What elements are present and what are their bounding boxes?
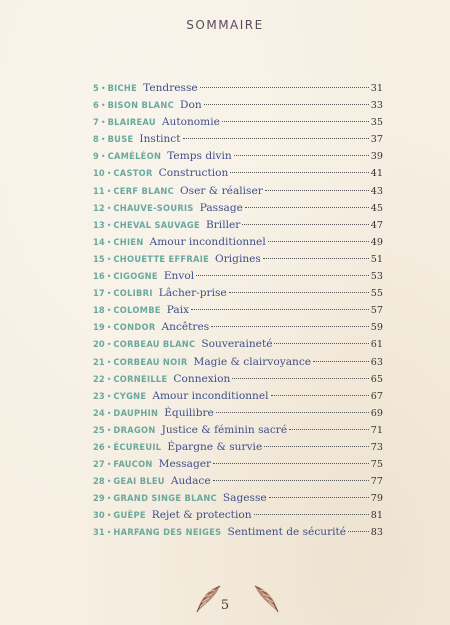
entry-theme: Temps divin [167,150,232,163]
toc-entry [93,373,383,390]
dot-leader [191,309,369,310]
entry-animal: CERF BLANC [113,185,174,197]
entry-number: 10 [93,168,105,180]
dot-leader [268,241,369,242]
toc-entry [93,167,383,184]
entry-number: 11 [93,185,105,197]
toc-entry [93,390,383,407]
dot-leader [271,395,369,396]
entry-theme: Instinct [139,133,181,146]
bullet-dot: • [106,425,112,435]
entry-animal: GRAND SINGE BLANC [113,493,217,505]
entry-page: 31 [370,83,383,94]
entry-animal: BLAIREAU [107,117,156,129]
entry-theme: Audace [170,475,211,488]
bullet-dot: • [106,357,112,367]
toc-entry [93,185,383,202]
dot-leader [263,258,369,259]
bullet-dot: • [106,289,112,299]
entry-page: 57 [370,305,383,317]
entry-theme: Souveraineté [201,338,273,351]
entry-animal: ÉCUREUIL [113,441,162,453]
entry-number: 25 [93,424,105,436]
entry-number: 12 [93,202,105,214]
entry-theme: Justice & féminin sacré [161,423,288,436]
entry-page: 81 [370,510,383,522]
entry-page: 41 [370,168,383,180]
entry-animal: DRAGON [113,424,156,436]
toc-entry [93,304,383,321]
entry-number: 18 [93,305,105,317]
toc-entry [93,99,383,116]
dot-leader [200,87,369,88]
entry-animal: BUSE [107,134,134,146]
bullet-dot: • [106,323,112,333]
entry-animal: CORNEILLE [113,373,168,385]
entry-animal: CHOUETTE EFFRAIE [113,253,210,265]
bullet-dot: • [106,460,112,470]
bullet-dot: • [106,254,112,264]
entry-animal: CAMÉLÉON [107,151,162,163]
dot-leader [196,275,369,276]
entry-number: 14 [93,236,105,248]
bullet-dot: • [100,84,106,93]
entry-theme: Construction [158,167,229,180]
entry-page: 35 [370,117,383,129]
toc-entry [93,458,383,475]
entry-theme: Autonomie [161,116,220,129]
dot-leader [234,155,369,156]
dot-leader [254,514,369,515]
entry-number: 28 [93,476,105,488]
entry-animal: BICHE [107,83,138,94]
entry-number: 23 [93,390,105,402]
entry-page: 83 [370,527,383,539]
entry-page: 75 [370,459,383,471]
bullet-dot: • [106,169,112,179]
entry-theme: Passage [199,201,243,214]
bullet-dot: • [100,152,106,162]
page-number: 5 [220,598,230,613]
toc-entry [93,424,383,441]
bullet-dot: • [106,340,112,350]
entry-number: 20 [93,339,105,351]
bullet-dot: • [106,528,112,538]
entry-animal: CONDOR [113,322,156,334]
toc-entry [93,236,383,253]
entry-animal: DAUPHIN [113,407,159,419]
dot-leader [230,172,368,173]
bullet-dot: • [106,186,112,196]
entry-page: 79 [370,493,383,505]
entry-animal: CHEVAL SAUVAGE [113,219,200,231]
entry-number: 19 [93,322,105,334]
entry-theme: Oser & réaliser [179,184,263,197]
entry-page: 53 [370,271,383,283]
dot-leader [213,480,369,481]
toc-entry [93,253,383,270]
toc-entry [93,407,383,424]
entry-theme: Connexion [173,372,231,385]
entry-theme: Amour inconditionnel [149,235,266,248]
entry-page: 73 [370,441,383,453]
footer [0,582,450,622]
entry-theme: Paix [166,304,190,317]
entry-animal: COLOMBE [113,305,161,317]
dot-leader [204,104,369,105]
entry-theme: Magie & clairvoyance [193,355,312,368]
entry-theme: Rejet & protection [151,509,252,522]
entry-page: 39 [370,151,383,163]
toc-entry [93,82,383,99]
dot-leader [222,121,369,122]
entry-page: 49 [370,236,383,248]
bullet-dot: • [106,203,112,213]
entry-page: 45 [370,202,383,214]
entry-theme: Origines [215,252,261,265]
dot-leader [211,326,369,327]
entry-page: 63 [370,356,383,368]
entry-theme: Équilibre [164,406,214,419]
entry-page: 61 [370,339,383,351]
table-of-contents [93,82,383,544]
entry-animal: BISON BLANC [107,100,174,112]
entry-page: 69 [370,407,383,419]
bullet-dot: • [106,220,112,230]
dot-leader [229,292,369,293]
toc-entry [93,116,383,133]
bullet-dot: • [106,374,112,384]
entry-page: 51 [370,253,383,265]
bullet-dot: • [100,118,106,128]
entry-number: 31 [93,527,105,539]
entry-page: 71 [370,424,383,436]
toc-entry [93,509,383,526]
entry-number: 21 [93,356,105,368]
entry-theme: Don [179,99,202,112]
entry-theme: Amour inconditionnel [152,389,269,402]
entry-theme: Sentiment de sécurité [227,526,347,539]
bullet-dot: • [106,391,112,401]
entry-animal: CHIEN [113,236,144,248]
bullet-dot: • [106,494,112,504]
bullet-dot: • [100,101,106,111]
toc-entry [93,441,383,458]
entry-animal: HARFANG DES NEIGES [113,527,222,539]
entry-animal: CORBEAU NOIR [113,356,188,368]
entry-theme: Épargne & survie [167,440,263,453]
bullet-dot: • [106,272,112,282]
dot-leader [348,531,369,532]
page-title: SOMMAIRE [186,18,264,32]
bullet-dot: • [106,306,112,316]
dot-leader [216,412,369,413]
dot-leader [265,190,369,191]
entry-page: 33 [370,100,383,112]
entry-number: 30 [93,510,105,522]
entry-number: 5 [93,83,99,94]
entry-page: 55 [370,288,383,300]
entry-number: 22 [93,373,105,385]
dot-leader [313,361,369,362]
toc-entry [93,150,383,167]
entry-number: 16 [93,271,105,283]
entry-page: 43 [370,185,383,197]
entry-animal: CORBEAU BLANC [113,339,196,351]
bullet-dot: • [106,408,112,418]
entry-animal: GEAI BLEU [113,476,165,488]
entry-theme: Lâcher-prise [158,287,227,300]
entry-number: 13 [93,219,105,231]
dot-leader [269,497,369,498]
toc-entry [93,526,383,543]
entry-animal: CASTOR [113,168,153,180]
bullet-dot: • [106,511,112,521]
toc-entry [93,338,383,355]
entry-page: 59 [370,322,383,334]
bullet-dot: • [106,477,112,487]
toc-entry [93,133,383,150]
entry-page: 37 [370,134,383,146]
toc-entry [93,356,383,373]
toc-entry [93,219,383,236]
entry-animal: GUÊPE [113,510,146,522]
entry-page: 47 [370,219,383,231]
entry-theme: Ancêtres [161,321,210,334]
entry-number: 29 [93,493,105,505]
entry-theme: Sagesse [222,492,267,505]
toc-entry [93,270,383,287]
bullet-dot: • [106,442,112,452]
entry-number: 15 [93,253,105,265]
dot-leader [274,343,368,344]
dot-leader [213,463,369,464]
dot-leader [232,378,368,379]
toc-entry [93,492,383,509]
entry-number: 27 [93,459,105,471]
dot-leader [245,207,369,208]
toc-entry [93,287,383,304]
entry-animal: COLIBRI [113,288,153,300]
entry-number: 8 [93,134,99,146]
entry-animal: CHAUVE-SOURIS [113,202,194,214]
toc-entry [93,475,383,492]
entry-page: 77 [370,476,383,488]
entry-animal: CYGNE [113,390,147,402]
dot-leader [242,224,368,225]
entry-theme: Envol [163,270,195,283]
entry-animal: FAUCON [113,459,153,471]
entry-number: 26 [93,441,105,453]
dot-leader [289,429,369,430]
toc-entry [93,202,383,219]
entry-number: 17 [93,288,105,300]
entry-theme: Messager [158,458,212,471]
dot-leader [264,446,369,447]
entry-number: 7 [93,117,99,129]
toc-entry [93,321,383,338]
entry-number: 6 [93,100,99,112]
entry-number: 9 [93,151,99,163]
entry-theme: Briller [205,218,241,231]
entry-page: 65 [370,373,383,385]
bullet-dot: • [100,135,106,145]
dot-leader [183,138,369,139]
entry-number: 24 [93,407,105,419]
entry-page: 67 [370,390,383,402]
entry-animal: CIGOGNE [113,271,158,283]
entry-theme: Tendresse [143,82,198,94]
bullet-dot: • [106,237,112,247]
